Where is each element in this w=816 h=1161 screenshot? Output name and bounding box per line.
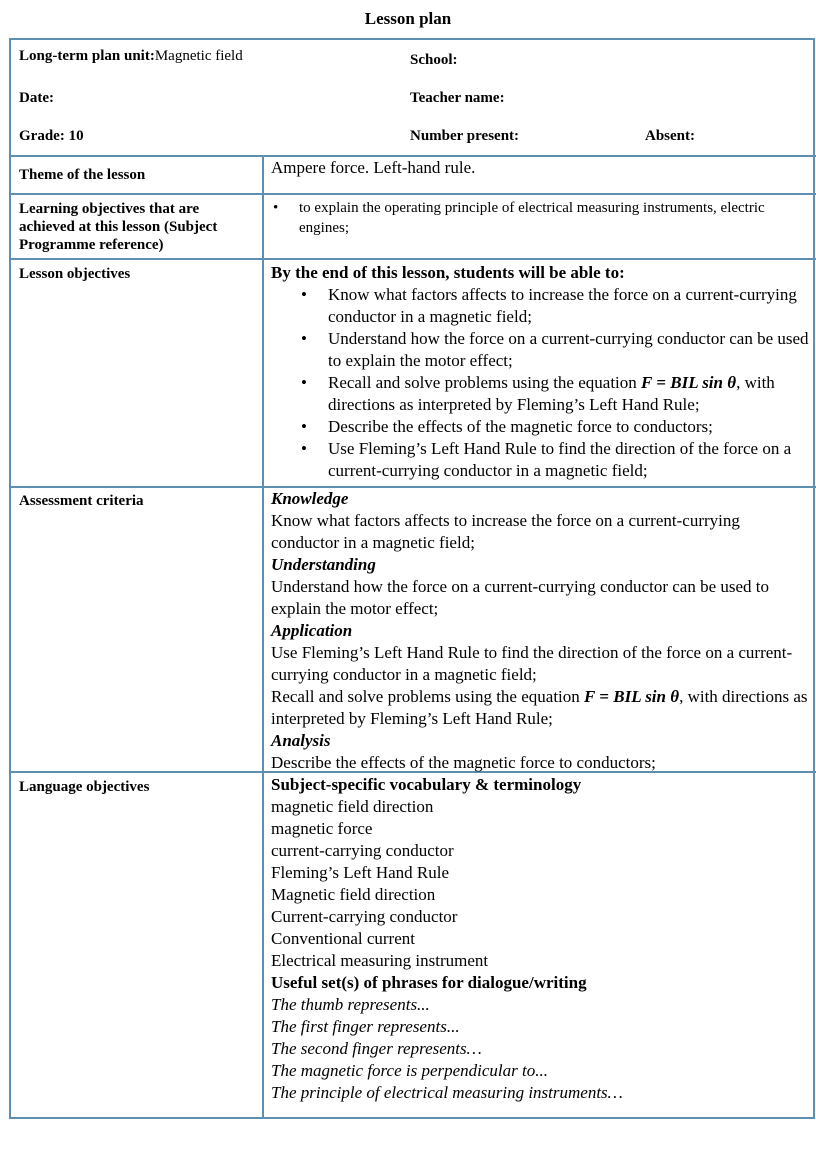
item-text: Recall and solve problems using the equation <box>328 373 642 392</box>
phrase-item: The thumb represents... <box>271 995 430 1014</box>
equation: F = BIL sin θ <box>641 373 737 392</box>
vocabulary-item: magnetic force <box>271 819 373 838</box>
phrase-item: The magnetic force is perpendicular to... <box>271 1061 548 1080</box>
theme-value: Ampere force. Left-hand rule. <box>271 158 476 177</box>
theme-label: Theme of the lesson <box>19 167 146 183</box>
vocabulary-item: Electrical measuring instrument <box>271 951 489 970</box>
page-title: Lesson plan <box>364 9 452 28</box>
date-label: Date: <box>19 90 54 106</box>
learning-objectives-label: Learning objectives that are achieved at this lesson (Subject Programme reference) <box>19 201 218 253</box>
phrase-item: The second finger represents… <box>271 1039 482 1058</box>
list-item: • Know what factors affects to increase the force on a current-currying conductor in a magnetic field; <box>271 284 811 328</box>
language-objectives-content <box>271 774 811 1104</box>
lesson-objectives-intro: By the end of this lesson, students will be able to: <box>271 263 625 282</box>
application-heading: Application <box>271 621 353 640</box>
column-divider <box>262 156 264 1118</box>
analysis-heading: Analysis <box>271 731 331 750</box>
lesson-objectives-label: Lesson objectives <box>19 266 131 282</box>
vocabulary-item: Fleming’s Left Hand Rule <box>271 863 450 882</box>
knowledge-heading: Knowledge <box>271 489 349 508</box>
item-text: , with directions as interpreted by Fleming’s Left Hand Rule; <box>328 373 775 414</box>
vocabulary-item: Magnetic field direction <box>271 885 436 904</box>
list-item: • Understand how the force on a current-currying conductor can be used to explain the motor effect; <box>271 328 811 372</box>
list-item: • Describe the effects of the magnetic force to conductors; <box>271 416 811 438</box>
row-divider <box>9 258 816 260</box>
application-text: Use Fleming’s Left Hand Rule to find the direction of the force on a current-currying conductor in a magnetic field; <box>271 643 793 684</box>
row-divider <box>9 193 816 195</box>
vocabulary-item: magnetic field direction <box>271 797 434 816</box>
understanding-text: Understand how the force on a current-currying conductor can be used to explain the motor effect; <box>271 577 770 618</box>
phrase-item: The principle of electrical measuring instruments… <box>271 1083 623 1102</box>
vocabulary-item: Current-carrying conductor <box>271 907 458 926</box>
understanding-heading: Understanding <box>271 555 376 574</box>
item-text: , with directions as interpreted by Fleming’s Left Hand Rule; <box>271 687 808 728</box>
teacher-name-label: Teacher name: <box>410 90 505 106</box>
application-text <box>271 686 811 730</box>
vocabulary-item: Conventional current <box>271 929 415 948</box>
phrases-heading: Useful set(s) of phrases for dialogue/writing <box>271 973 587 992</box>
lesson-objectives-content <box>271 262 811 482</box>
learning-objectives-list <box>271 198 811 238</box>
vocabulary-heading: Subject-specific vocabulary & terminology <box>271 775 582 794</box>
assessment-criteria-content <box>271 488 811 774</box>
unit-label: Long-term plan unit: <box>19 48 155 64</box>
analysis-text: Describe the effects of the magnetic force to conductors; <box>271 753 656 772</box>
list-item: • Use Fleming’s Left Hand Rule to find the direction of the force on a current-currying conductor in a magnetic field; <box>271 438 811 482</box>
unit-value: Magnetic field <box>154 48 243 64</box>
equation: F = BIL sin θ <box>584 687 680 706</box>
assessment-criteria-label: Assessment criteria <box>19 493 144 509</box>
absent-label: Absent: <box>645 128 696 144</box>
language-objectives-label: Language objectives <box>19 779 150 795</box>
list-item: • to explain the operating principle of electrical measuring instruments, electric engines; <box>271 198 811 238</box>
school-label: School: <box>410 52 458 68</box>
unit-field <box>19 47 243 65</box>
number-present-label: Number present: <box>410 128 520 144</box>
phrase-item: The first finger represents... <box>271 1017 460 1036</box>
vocabulary-item: current-carrying conductor <box>271 841 454 860</box>
list-item <box>271 372 811 416</box>
knowledge-text: Know what factors affects to increase the force on a current-currying conductor in a magnetic field; <box>271 511 740 552</box>
item-text: Recall and solve problems using the equation <box>271 687 585 706</box>
grade-label: Grade: 10 <box>19 128 84 144</box>
